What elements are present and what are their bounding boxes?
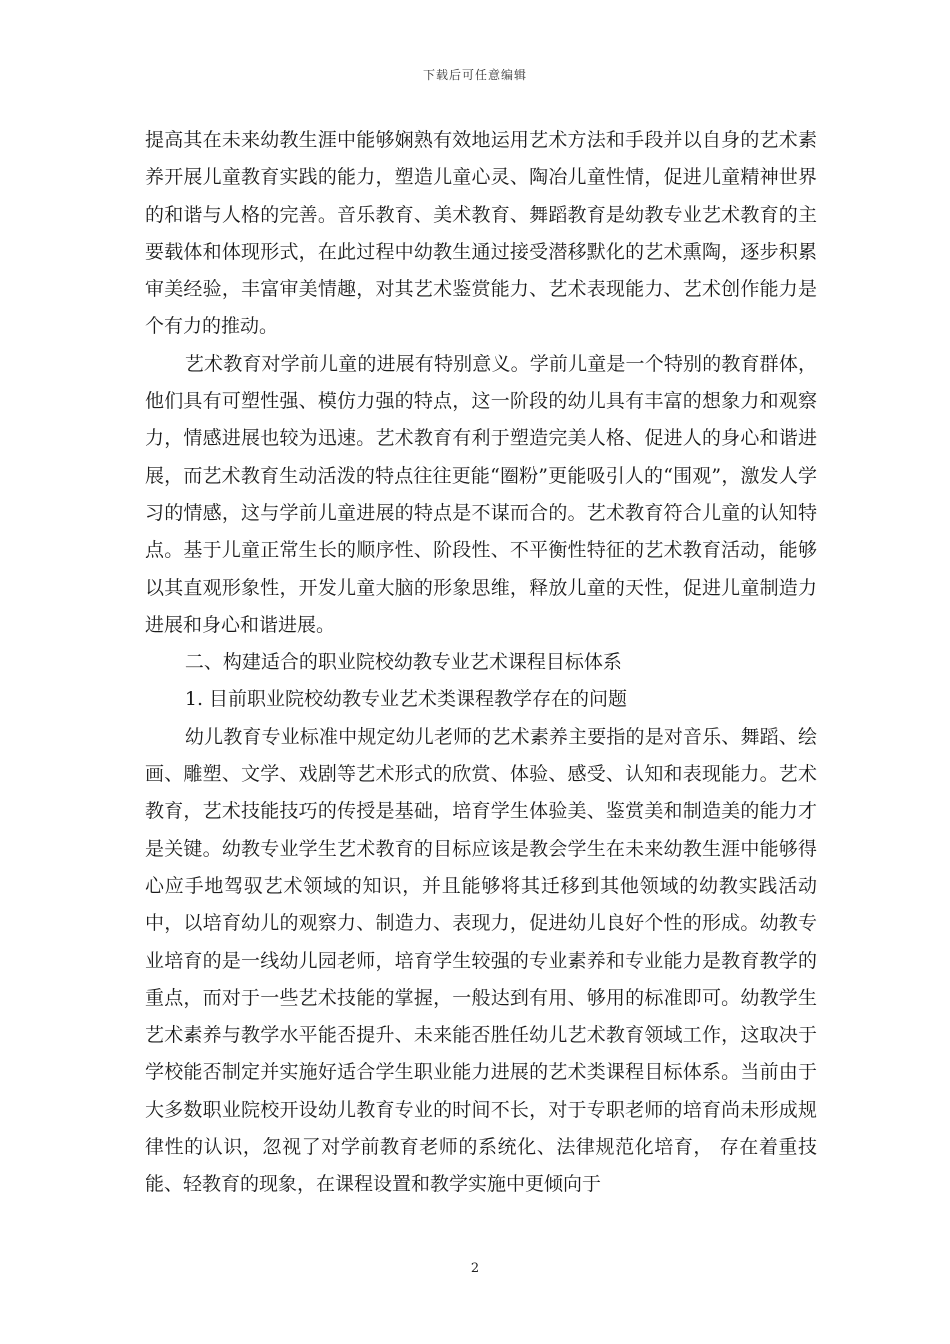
page-header: 下载后可任意编辑 (422, 68, 527, 82)
paragraph-professional-standard: 幼儿教育专业标准中规定幼儿老师的艺术素养主要指的是对音乐、舞蹈、绘画、雕塑、文学、戏剧等艺术形式的欣赏、体验、感受、认知和表现能力。艺术教育，艺术技能技巧的传授是基础，培育学生体验美、鉴赏美和制造美的能力才是关键。幼教专业学生艺术教育的目标应该是教会学生在未来幼教生涯中能够得心应手地驾驭艺术领域的知识，并且能够将其迁移到其他领域的幼教实践活动中，以培育幼儿的观察力、制造力、表现力，促进幼儿良好个性的形成。幼教专业培育的是一线幼儿园老师，培育学生较强的专业素养和专业能力是教育教学的重点，而对于一些艺术技能的掌握，一般达到有用、够用的标准即可。幼教学生艺术素养与教学水平能否提升、未来能否胜任幼儿艺术教育领域工作，这取决于学校能否制定并实施好适合学生职业能力进展的艺术类课程目标体系。当前由于大多数职业院校开设幼儿教育专业的时间不长，对于专职老师的培育尚未形成规律性的认识，忽视了对学前教育老师的系统化、法律规范化培育， 存在着重技能、轻教育的现象，在课程设置和教学实施中更倾向于 (145, 725, 817, 1196)
document-body (145, 122, 817, 1204)
page-number: 2 (470, 1261, 480, 1276)
subsection-heading: 1. 目前职业院校幼教专业艺术类课程教学存在的问题 (184, 688, 628, 711)
paragraph-art-education-significance: 艺术教育对学前儿童的进展有特别意义。学前儿童是一个特别的教育群体，他们具有可塑性强、模仿力强的特点，这一阶段的幼儿具有丰富的想象力和观察力，情感进展也较为迅速。艺术教育有利于塑造完美人格、促进人的身心和谐进展，而艺术教育生动活泼的特点往往更能“圈粉”更能吸引人的“围观”，激发人学习的情感，这与学前儿童进展的特点是不谋而合的。艺术教育符合儿童的认知特点。基于儿童正常生长的顺序性、阶段性、不平衡性特征的艺术教育活动，能够以其直观形象性，开发儿童大脑的形象思维，释放儿童的天性，促进儿童制造力进展和身心和谐进展。 (145, 352, 817, 636)
paragraph-continuation: 提高其在未来幼教生涯中能够娴熟有效地运用艺术方法和手段并以自身的艺术素养开展儿童教育实践的能力，塑造儿童心灵、陶冶儿童性情，促进儿童精神世界的和谐与人格的完善。音乐教育、美术教育、舞蹈教育是幼教专业艺术教育的主要载体和体现形式，在此过程中幼教生通过接受潜移默化的艺术熏陶，逐步积累审美经验，丰富审美情趣，对其艺术鉴赏能力、艺术表现能力、艺术创作能力是个有力的推动。 (145, 129, 817, 338)
section-heading: 二、构建适合的职业院校幼教专业艺术课程目标体系 (184, 651, 622, 674)
